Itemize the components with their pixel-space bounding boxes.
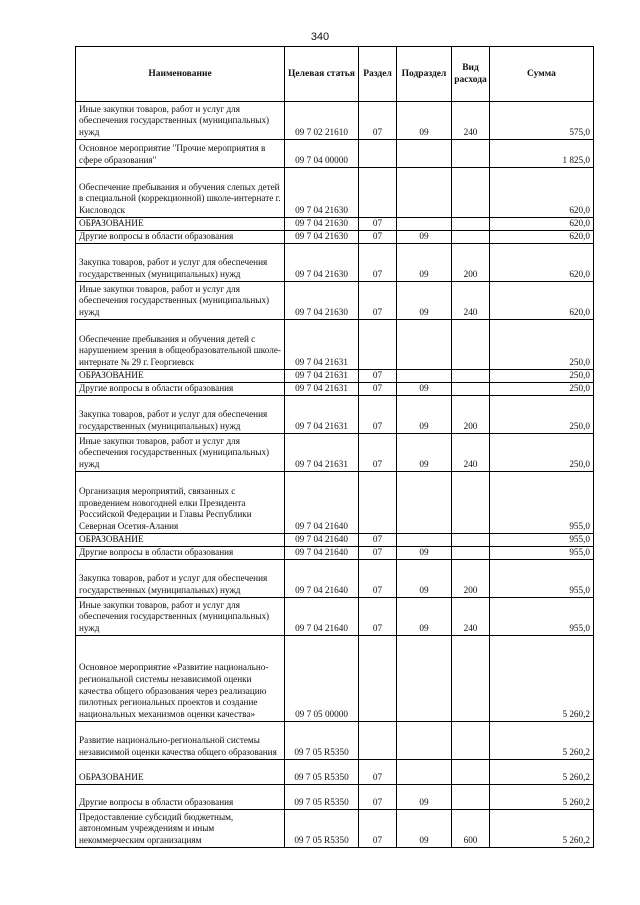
cell-amount: 955,0 bbox=[490, 560, 594, 598]
table-row bbox=[76, 396, 594, 434]
cell-subsection bbox=[397, 168, 452, 218]
cell-name: Иные закупки товаров, работ и услуг для обеспечения государственных (муниципальных) нужд bbox=[76, 598, 285, 636]
table-row bbox=[76, 810, 594, 848]
cell-target: 09 7 02 21610 bbox=[285, 102, 359, 140]
header-section: Раздел bbox=[359, 47, 397, 102]
table-body bbox=[76, 102, 594, 848]
cell-section: 07 bbox=[359, 102, 397, 140]
cell-expense-type: 240 bbox=[452, 282, 490, 320]
cell-expense-type: 200 bbox=[452, 560, 490, 598]
cell-subsection bbox=[397, 320, 452, 370]
cell-expense-type bbox=[452, 218, 490, 231]
cell-section: 07 bbox=[359, 810, 397, 848]
cell-subsection: 09 bbox=[397, 547, 452, 560]
cell-expense-type bbox=[452, 140, 490, 168]
cell-section bbox=[359, 320, 397, 370]
cell-name: Закупка товаров, работ и услуг для обеспечения государственных (муниципальных) нужд bbox=[76, 560, 285, 598]
cell-name: Основное мероприятие "Прочие мероприятия в сфере образования" bbox=[76, 140, 285, 168]
cell-section bbox=[359, 472, 397, 534]
cell-amount: 250,0 bbox=[490, 396, 594, 434]
cell-amount: 5 260,2 bbox=[490, 636, 594, 722]
cell-amount: 5 260,2 bbox=[490, 722, 594, 760]
header-name: Наименование bbox=[76, 47, 285, 102]
cell-section: 07 bbox=[359, 370, 397, 383]
cell-expense-type bbox=[452, 636, 490, 722]
table-row bbox=[76, 282, 594, 320]
cell-name: Другие вопросы в области образования bbox=[76, 383, 285, 396]
cell-subsection: 09 bbox=[397, 785, 452, 810]
cell-subsection bbox=[397, 472, 452, 534]
cell-subsection: 09 bbox=[397, 810, 452, 848]
cell-subsection bbox=[397, 370, 452, 383]
cell-amount: 250,0 bbox=[490, 320, 594, 370]
table-row bbox=[76, 472, 594, 534]
cell-section: 07 bbox=[359, 383, 397, 396]
cell-amount: 955,0 bbox=[490, 534, 594, 547]
header-target: Целевая статья bbox=[285, 47, 359, 102]
cell-subsection: 09 bbox=[397, 282, 452, 320]
budget-table bbox=[75, 46, 594, 848]
table-row bbox=[76, 547, 594, 560]
table-row bbox=[76, 244, 594, 282]
cell-section: 07 bbox=[359, 785, 397, 810]
cell-section: 07 bbox=[359, 534, 397, 547]
cell-name: Другие вопросы в области образования bbox=[76, 547, 285, 560]
cell-subsection bbox=[397, 636, 452, 722]
cell-subsection: 09 bbox=[397, 231, 452, 244]
cell-expense-type bbox=[452, 547, 490, 560]
cell-subsection bbox=[397, 140, 452, 168]
cell-target: 09 7 04 21630 bbox=[285, 244, 359, 282]
cell-name: Развитие национально-региональной системы независимой оценки качества общего образования bbox=[76, 722, 285, 760]
cell-name: Иные закупки товаров, работ и услуг для обеспечения государственных (муниципальных) нужд bbox=[76, 282, 285, 320]
cell-target: 09 7 04 21640 bbox=[285, 534, 359, 547]
table-row bbox=[76, 102, 594, 140]
cell-target: 09 7 04 21631 bbox=[285, 396, 359, 434]
cell-amount: 5 260,2 bbox=[490, 810, 594, 848]
cell-amount: 620,0 bbox=[490, 244, 594, 282]
cell-expense-type bbox=[452, 370, 490, 383]
cell-amount: 620,0 bbox=[490, 231, 594, 244]
cell-target: 09 7 04 21630 bbox=[285, 168, 359, 218]
cell-expense-type: 240 bbox=[452, 102, 490, 140]
table-row bbox=[76, 598, 594, 636]
cell-name: Другие вопросы в области образования bbox=[76, 231, 285, 244]
header-subsection: Подраздел bbox=[397, 47, 452, 102]
cell-section bbox=[359, 140, 397, 168]
cell-section bbox=[359, 636, 397, 722]
cell-section bbox=[359, 722, 397, 760]
table-row bbox=[76, 320, 594, 370]
cell-expense-type: 200 bbox=[452, 244, 490, 282]
cell-expense-type bbox=[452, 231, 490, 244]
cell-target: 09 7 05 R5350 bbox=[285, 760, 359, 785]
cell-name: ОБРАЗОВАНИЕ bbox=[76, 760, 285, 785]
table-row bbox=[76, 218, 594, 231]
cell-subsection bbox=[397, 534, 452, 547]
cell-amount: 575,0 bbox=[490, 102, 594, 140]
cell-subsection: 09 bbox=[397, 396, 452, 434]
header-expense-type: Вид расхода bbox=[452, 47, 490, 102]
cell-name: ОБРАЗОВАНИЕ bbox=[76, 370, 285, 383]
table-row bbox=[76, 383, 594, 396]
cell-name: ОБРАЗОВАНИЕ bbox=[76, 534, 285, 547]
cell-amount: 620,0 bbox=[490, 282, 594, 320]
cell-expense-type bbox=[452, 168, 490, 218]
cell-section: 07 bbox=[359, 231, 397, 244]
cell-name: Обеспечение пребывания и обучения детей с нарушением зрения в общеобразовательной школе-интернате № 29 г. Георгиевск bbox=[76, 320, 285, 370]
page-number: 340 bbox=[310, 31, 330, 43]
cell-name: Основное мероприятие «Развитие национально-региональной системы независимой оценки качества общего образования через реализацию пилотных региональных проектов и создание национальных механизмов оценки качества» bbox=[76, 636, 285, 722]
cell-section: 07 bbox=[359, 598, 397, 636]
table-row bbox=[76, 140, 594, 168]
cell-amount: 250,0 bbox=[490, 434, 594, 472]
cell-expense-type bbox=[452, 785, 490, 810]
cell-name: ОБРАЗОВАНИЕ bbox=[76, 218, 285, 231]
cell-name: Другие вопросы в области образования bbox=[76, 785, 285, 810]
cell-expense-type bbox=[452, 760, 490, 785]
cell-amount: 955,0 bbox=[490, 598, 594, 636]
table-row bbox=[76, 785, 594, 810]
table-row bbox=[76, 534, 594, 547]
cell-section: 07 bbox=[359, 434, 397, 472]
cell-name: Закупка товаров, работ и услуг для обеспечения государственных (муниципальных) нужд bbox=[76, 396, 285, 434]
cell-amount: 5 260,2 bbox=[490, 785, 594, 810]
cell-subsection: 09 bbox=[397, 560, 452, 598]
cell-section: 07 bbox=[359, 244, 397, 282]
cell-target: 09 7 04 21630 bbox=[285, 282, 359, 320]
cell-subsection bbox=[397, 760, 452, 785]
cell-section: 07 bbox=[359, 218, 397, 231]
cell-target: 09 7 04 21631 bbox=[285, 320, 359, 370]
table-row bbox=[76, 636, 594, 722]
table-header-row bbox=[76, 47, 594, 102]
cell-amount: 1 825,0 bbox=[490, 140, 594, 168]
cell-expense-type bbox=[452, 722, 490, 760]
cell-name: Предоставление субсидий бюджетным, автономным учреждениям и иным некоммерческим организациям bbox=[76, 810, 285, 848]
cell-target: 09 7 04 21640 bbox=[285, 547, 359, 560]
cell-subsection bbox=[397, 722, 452, 760]
cell-section: 07 bbox=[359, 560, 397, 598]
cell-target: 09 7 04 21640 bbox=[285, 598, 359, 636]
header-amount: Сумма bbox=[490, 47, 594, 102]
table-row bbox=[76, 370, 594, 383]
cell-target: 09 7 04 21640 bbox=[285, 560, 359, 598]
cell-target: 09 7 05 R5350 bbox=[285, 810, 359, 848]
table-row bbox=[76, 168, 594, 218]
table-row bbox=[76, 231, 594, 244]
cell-target: 09 7 04 21631 bbox=[285, 434, 359, 472]
cell-subsection: 09 bbox=[397, 383, 452, 396]
cell-target: 09 7 05 R5350 bbox=[285, 722, 359, 760]
cell-section bbox=[359, 168, 397, 218]
cell-subsection: 09 bbox=[397, 244, 452, 282]
cell-expense-type: 240 bbox=[452, 598, 490, 636]
cell-subsection: 09 bbox=[397, 434, 452, 472]
cell-amount: 955,0 bbox=[490, 472, 594, 534]
cell-target: 09 7 04 00000 bbox=[285, 140, 359, 168]
cell-section: 07 bbox=[359, 282, 397, 320]
cell-subsection bbox=[397, 218, 452, 231]
table-row bbox=[76, 722, 594, 760]
cell-name: Закупка товаров, работ и услуг для обеспечения государственных (муниципальных) нужд bbox=[76, 244, 285, 282]
cell-name: Организация мероприятий, связанных с проведением новогодней елки Президента Российской Федерации и Главы Республики Северная Осетия-Алания bbox=[76, 472, 285, 534]
cell-name: Иные закупки товаров, работ и услуг для обеспечения государственных (муниципальных) нужд bbox=[76, 434, 285, 472]
cell-section: 07 bbox=[359, 396, 397, 434]
table-row bbox=[76, 760, 594, 785]
cell-amount: 620,0 bbox=[490, 168, 594, 218]
cell-target: 09 7 04 21631 bbox=[285, 370, 359, 383]
cell-target: 09 7 04 21630 bbox=[285, 231, 359, 244]
cell-amount: 250,0 bbox=[490, 383, 594, 396]
cell-subsection: 09 bbox=[397, 102, 452, 140]
cell-expense-type bbox=[452, 320, 490, 370]
cell-expense-type bbox=[452, 534, 490, 547]
cell-target: 09 7 04 21640 bbox=[285, 472, 359, 534]
cell-target: 09 7 05 R5350 bbox=[285, 785, 359, 810]
cell-amount: 955,0 bbox=[490, 547, 594, 560]
table-row bbox=[76, 560, 594, 598]
cell-amount: 250,0 bbox=[490, 370, 594, 383]
cell-target: 09 7 04 21630 bbox=[285, 218, 359, 231]
cell-expense-type: 240 bbox=[452, 434, 490, 472]
cell-name: Иные закупки товаров, работ и услуг для обеспечения государственных (муниципальных) нужд bbox=[76, 102, 285, 140]
cell-amount: 5 260,2 bbox=[490, 760, 594, 785]
cell-section: 07 bbox=[359, 547, 397, 560]
cell-section: 07 bbox=[359, 760, 397, 785]
cell-target: 09 7 05 00000 bbox=[285, 636, 359, 722]
cell-amount: 620,0 bbox=[490, 218, 594, 231]
cell-expense-type: 200 bbox=[452, 396, 490, 434]
cell-subsection: 09 bbox=[397, 598, 452, 636]
table-row bbox=[76, 434, 594, 472]
cell-expense-type bbox=[452, 383, 490, 396]
cell-target: 09 7 04 21631 bbox=[285, 383, 359, 396]
cell-expense-type bbox=[452, 472, 490, 534]
cell-expense-type: 600 bbox=[452, 810, 490, 848]
cell-name: Обеспечение пребывания и обучения слепых детей в специальной (коррекционной) школе-интернате г. Кисловодск bbox=[76, 168, 285, 218]
